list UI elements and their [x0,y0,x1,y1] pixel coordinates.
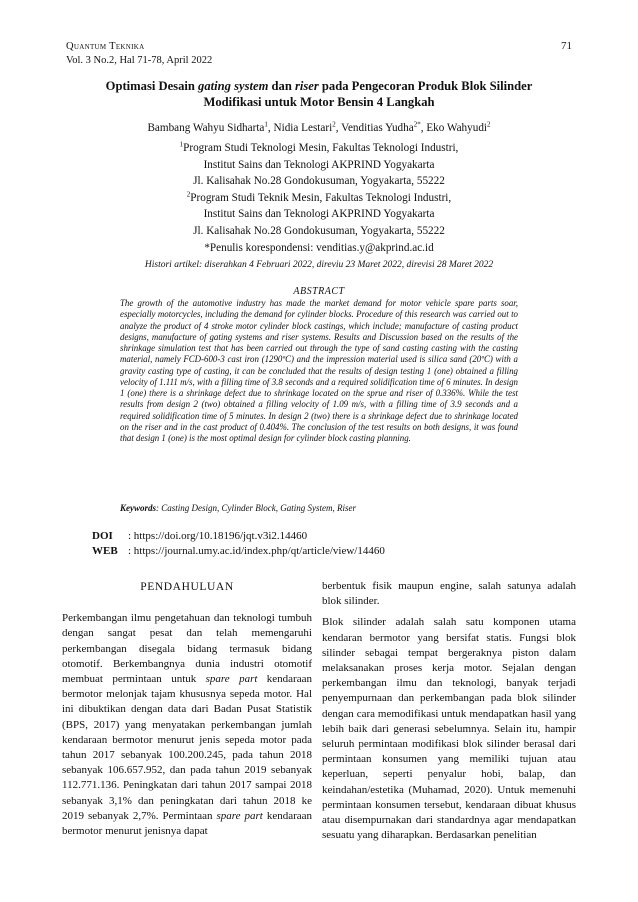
left-paragraph-1 [62,611,312,839]
author-4: , Eko Wahyudi [420,122,488,134]
article-links [92,529,385,559]
author-2: , Nidia Lestari [267,122,333,134]
author-3: , Venditias Yudha [335,122,414,134]
left-p1-c: kendaraan bermotor menurut jenisnya dapat [62,809,313,838]
doi-row [92,529,385,544]
author-4-sup: 2 [487,120,491,129]
abstract-heading: ABSTRACT [293,286,345,297]
right-column [322,579,576,849]
keywords [120,503,518,513]
doi-label: DOI [92,530,113,542]
affiliation-2-line-2: Institut Sains dan Teknologi AKPRIND Yogyakarta [203,208,435,221]
left-column [62,580,312,845]
abstract-text: The growth of the automotive industry has made the market demand for motor vehicle spare parts soar, especially motorcycles, including the demand for cylinder blocks. Procedure of this research was carried out to analyze the product of 4 stroke motor cylinder block castings, which include; manufacture of casting product designs, manufacture of gating systems and riser systems. Results and Discussion based on the results of the shrinkage simulation test that has been carried out through the type of sand casting casting with the casting material, namely FCD-600-3 cast iron (1290ºC) and the impression material used is silica sand (20ºC) with a gravity casting type of casting, it can be concluded that the results of design testing 1 (one) obtained a filling velocity of 1.111 m/s, with a filling time of 3.8 seconds and a required solidification time of 6 minutes. In design 1 (one) there is a shrinkage defect due to shrinkage located on the sprue and riser of 0.336%. While the test results from design 2 (two) obtained a filling velocity of 1.09 m/s, with a filling time of 3.9 seconds and a required solidification time of 5 minutes. In design 2 (two) there is a shrinkage defect due to shrinkage located on the riser and in the cast product of 0.404%. The conclusion of the test results on both designs, it was found that design 1 (one) is the most optimal design for cylinder block casting planning. [120,298,518,443]
left-p1-b: kendaraan bermotor melonjak tajam khususnya sepeda motor. Hal ini dibuktikan dengan data dari Badan Pusat Statistik (BPS, 2017) yang menyatakan perkembangan jumlah kendaraan bermotor menurut jenis sepeda motor pada tahun 2017 sebanyak 100.200.245, pada tahun 2018 sebanyak 106.657.952, dan pada tahun 2019 sebanyak 112.771.136. Peningkatan dari tahun 2017 sampai 2018 sebanyak 3,1% dan peningkatan dari tahun 2018 ke 2019 sebanyak 2,7%. Permintaan [62,673,312,822]
affiliation-1-line-3: Jl. Kalisahak No.28 Gondokusuman, Yogyakarta, 55222 [193,175,445,188]
journal-header [66,40,212,68]
author-2-sup: 2 [332,120,336,129]
title-part-3: pada Pengecoran Produk Blok Silinder [318,79,533,93]
web-label: WEB [92,545,118,557]
web-row [92,544,385,559]
affiliation-2-line-3: Jl. Kalisahak No.28 Gondokusuman, Yogyakarta, 55222 [193,224,445,237]
title-line-2: Modifikasi untuk Motor Bensin 4 Langkah [203,95,435,109]
article-history: Histori artikel: diserahkan 4 Februari 2022, direviu 23 Maret 2022, direvisi 28 Maret 2022 [144,260,494,270]
left-p1-italic-1: spare part [205,673,258,686]
affiliation-1-line-1 [60,140,578,157]
affiliation-1-text: Program Studi Teknologi Mesin, Fakultas Teknologi Industri, [183,142,459,154]
title-part-2: dan [268,79,295,93]
paper-title [66,78,572,110]
author-1-sup: 1 [264,120,268,129]
page-number: 71 [561,40,572,52]
section-heading: PENDAHULUAN [140,581,234,593]
title-italic-2: riser [294,79,319,93]
right-paragraph-2: Blok silinder adalah salah satu komponen utama kendaran bermotor yang bersifat statis. Fungsi blok silinder sebagai tempat bergeraknya piston dalam melaksanakan proses kerja motor. Sejalan dengan perkembangan ilmu dan teknologi, banyak terjadi penyempurnaan dan perkembangan pada blok silinder dengan cara memodifikasi untuk mendapatkan hasil yang lebih baik dari generasi sebelumnya. Selain itu, hampir seluruh permintaan modifikasi blok silinder berasal dari permintaan konsumen yang memiliki tujuan atau keperluan, seperti penyalur hobi, balap, dan keindahan/estetika (Muhamad, 2020). Untuk memenuhi permintaan konsumen tersebut, kendaraan dibuat khusus atau disempurnakan dari standardnya agar mendapatkan sesuatu yang diharapkan. Berdasarkan penelitian [322,616,576,842]
title-italic-1: gating system [198,79,269,93]
affiliation-2-text: Program Studi Teknik Mesin, Fakultas Teknologi Industri, [190,191,452,204]
affiliations [60,140,578,256]
web-link[interactable]: : https://journal.umy.ac.id/index.php/qt/article/view/14460 [128,545,385,557]
affiliation-1-sup: 1 [179,140,184,149]
affiliation-2-line-1 [60,190,578,207]
author-list [60,122,578,134]
title-part-1: Optimasi Desain [105,79,199,93]
affiliation-1-line-2: Institut Sains dan Teknologi AKPRIND Yogyakarta [203,158,435,171]
journal-name: Quantum Teknika [66,41,145,52]
left-p1-a: Perkembangan ilmu pengetahuan dan teknologi tumbuh dengan sangat pesat dan telah memengaruhi perkembangan disegala bidang termasuk bidang otomotif. Berkembangnya dunia industri otomotif membuat permintaan untuk [62,612,312,686]
right-paragraph-1: berbentuk fisik maupun engine, salah satunya adalah blok silinder. [322,580,576,608]
keywords-label: Keywords [120,503,156,513]
left-p1-italic-2: spare part [216,809,263,822]
keywords-text: : Casting Design, Cylinder Block, Gating System, Riser [156,503,356,513]
author-1: Bambang Wahyu Sidharta [147,122,265,134]
author-3-sup: 2* [413,120,421,129]
doi-link[interactable]: : https://doi.org/10.18196/jqt.v3i2.14460 [128,530,308,542]
affiliation-2-sup: 2 [186,190,191,199]
volume-info: Vol. 3 No.2, Hal 71-78, April 2022 [66,55,213,66]
correspondence-email: *Penulis korespondensi: venditias.y@akprind.ac.id [204,241,434,254]
